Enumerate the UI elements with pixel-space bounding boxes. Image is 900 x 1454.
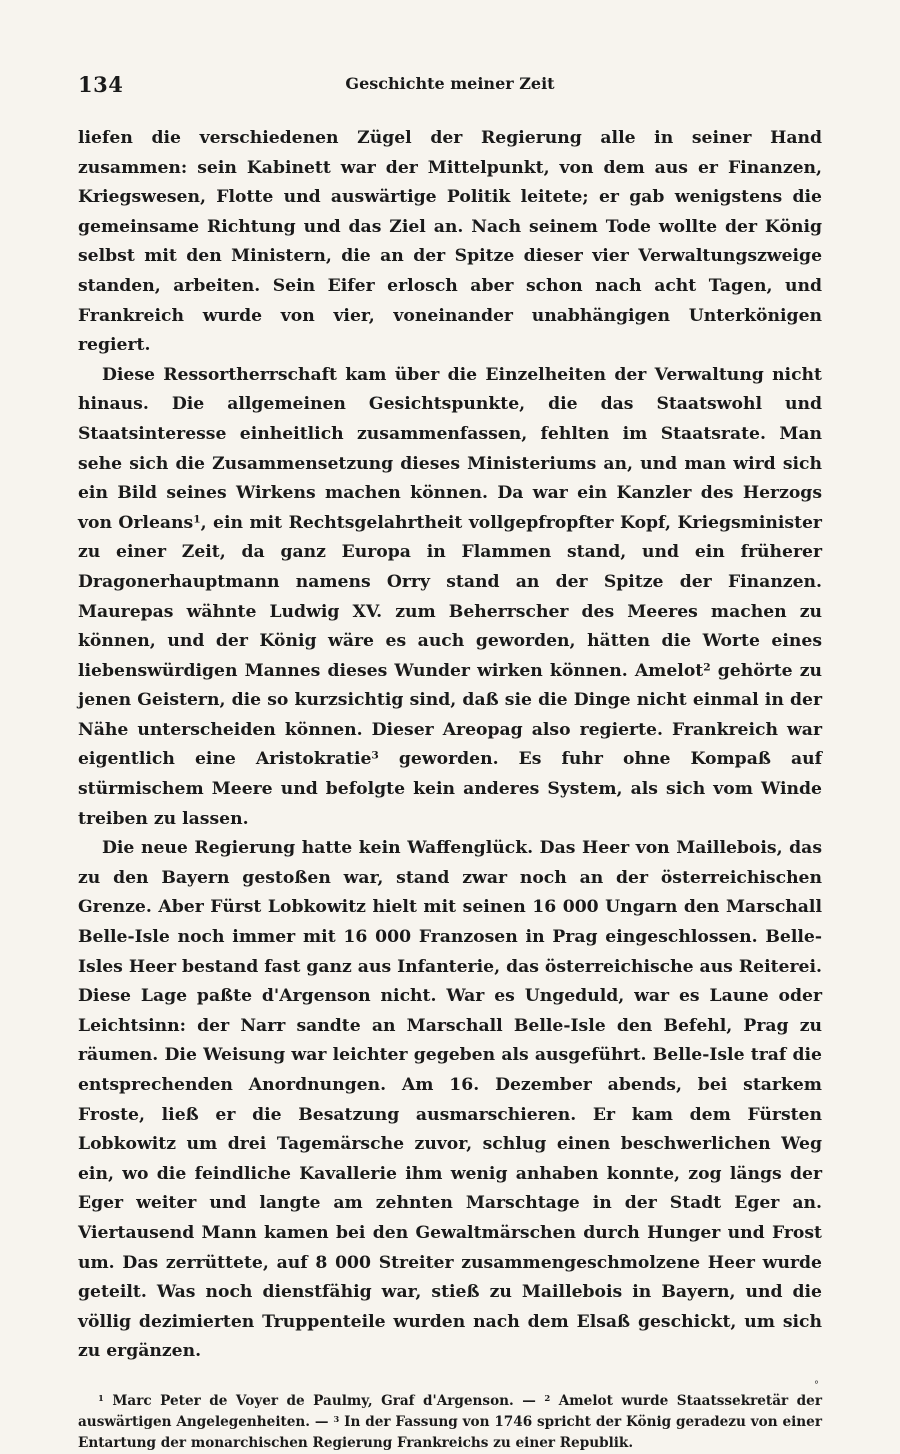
page-number: 134: [78, 72, 124, 97]
text-segment: liefen die verschiedenen Zügel der Regierung alle in seiner Hand zusammen: sein Kabinett war der Mittelpunkt, von dem aus er Finanzen, Kriegswesen, Flotte und auswärtige Politik leitete; er gab wenigstens die gemeinsame Richtung und das Ziel an. Nach seinem Tode wollte der König selbst mit den Ministern, die an der Spitze dieser vier Verwaltungszweige standen, arbeiten. Sein Eifer erlosch aber schon nach acht Tagen, und Frankreich wurde von vier, voneinander unabhängigen Unterkönigen regiert.: [78, 128, 822, 356]
footnote-mark: 1: [98, 1392, 104, 1403]
text-segment: , ein mit Rechtsgelahrtheit vollgepfropfter Kopf, Kriegsminister zu einer Zeit, da ganz Europa in Flammen stand, und ein früherer Dragonerhauptmann namens Orry stand an der Spitze der Finanzen. Maurepas wähnte Ludwig XV. zum Beherrscher des Meeres machen zu können, und der König wäre es auch geworden, hätten die Worte eines liebenswürdigen Mannes dieses Wunder wirken können. Amelot: [78, 512, 822, 681]
footnote-text: In der Fassung von 1746 spricht der König geradezu von einer Entartung der monarchischen Regierung Frankreichs zu einer Republik.: [78, 1413, 822, 1451]
footnote-mark: 2: [544, 1392, 551, 1403]
footnote-ref: 1: [193, 512, 201, 526]
paragraph: [78, 361, 822, 835]
book-page: [78, 68, 822, 1454]
text-segment: gehörte zu jenen Geistern, die so kurzsichtig sind, daß sie die Dinge nicht einmal in der Nähe unterscheiden können. Dieser Areopag also regierte. Frankreich war eigentlich eine Aristokratie: [78, 660, 822, 770]
footnote-text: Amelot wurde Staatssekretär der auswärtigen Angelegenheiten. —: [78, 1392, 822, 1430]
page-header: [78, 68, 822, 98]
footnote-ref: 2: [703, 660, 711, 674]
text-segment: Diese Ressortherrschaft kam über die Einzelheiten der Verwaltung nicht hinaus. Die allgemeinen Gesichtspunkte, die das Staatswohl und Staatsinteresse einheitlich zusammenfassen, fehlten im Staatsrate. Man sehe sich die Zusammensetzung dieses Ministeriums an, und man wird sich ein Bild seines Wirkens machen können. Da war ein Kanzler des Herzogs von Orleans: [78, 364, 822, 533]
scan-speck: °: [814, 1380, 819, 1391]
paragraph: [78, 834, 822, 1367]
body-text: [78, 124, 822, 1367]
running-head: Geschichte meiner Zeit: [345, 74, 555, 93]
text-segment: geworden. Es fuhr ohne Kompaß auf stürmischem Meere und befolgte kein anderes System, als sich vom Winde treiben zu lassen.: [78, 749, 822, 829]
footnote-ref: 3: [371, 749, 379, 763]
text-segment: Die neue Regierung hatte kein Waffenglück. Das Heer von Maillebois, das zu den Bayern gestoßen war, stand zwar noch an der österreichischen Grenze. Aber Fürst Lobkowitz hielt mit seinen 16 000 Ungarn den Marschall Belle-Isle noch immer mit 16 000 Franzosen in Prag eingeschlossen. Belle-Isles Heer bestand fast ganz aus Infanterie, das österreichische aus Reiterei. Diese Lage paßte d'Argenson nicht. War es Ungeduld, war es Laune oder Leichtsinn: der Narr sandte an Marschall Belle-Isle den Befehl, Prag zu räumen. Die Weisung war leichter gegeben als ausgeführt. Belle-Isle traf die entsprechenden Anordnungen. Am 16. Dezember abends, bei starkem Froste, ließ er die Besatzung ausmarschieren. Er kam dem Fürsten Lobkowitz um drei Tagemärsche zuvor, schlug einen beschwerlichen Weg ein, wo die feindliche Kavallerie ihm wenig anhaben konnte, zog längs der Eger weiter und langte am zehnten Marschtage in der Stadt Eger an. Viertausend Mann kamen bei den Gewaltmärschen durch Hunger und Frost um. Das zerrüttete, auf 8 000 Streiter zusammengeschmolzene Heer wurde geteilt. Was noch dienstfähig war, stieß zu Maillebois in Bayern, und die völlig dezimierten Truppenteile wurden nach dem Elsaß geschickt, um sich zu ergänzen.: [78, 838, 822, 1362]
footnote-text: Marc Peter de Voyer de Paulmy, Graf d'Argenson. —: [103, 1392, 545, 1409]
footnote-mark: 3: [333, 1413, 340, 1424]
footnotes: [78, 1391, 822, 1454]
paragraph: [78, 124, 822, 361]
